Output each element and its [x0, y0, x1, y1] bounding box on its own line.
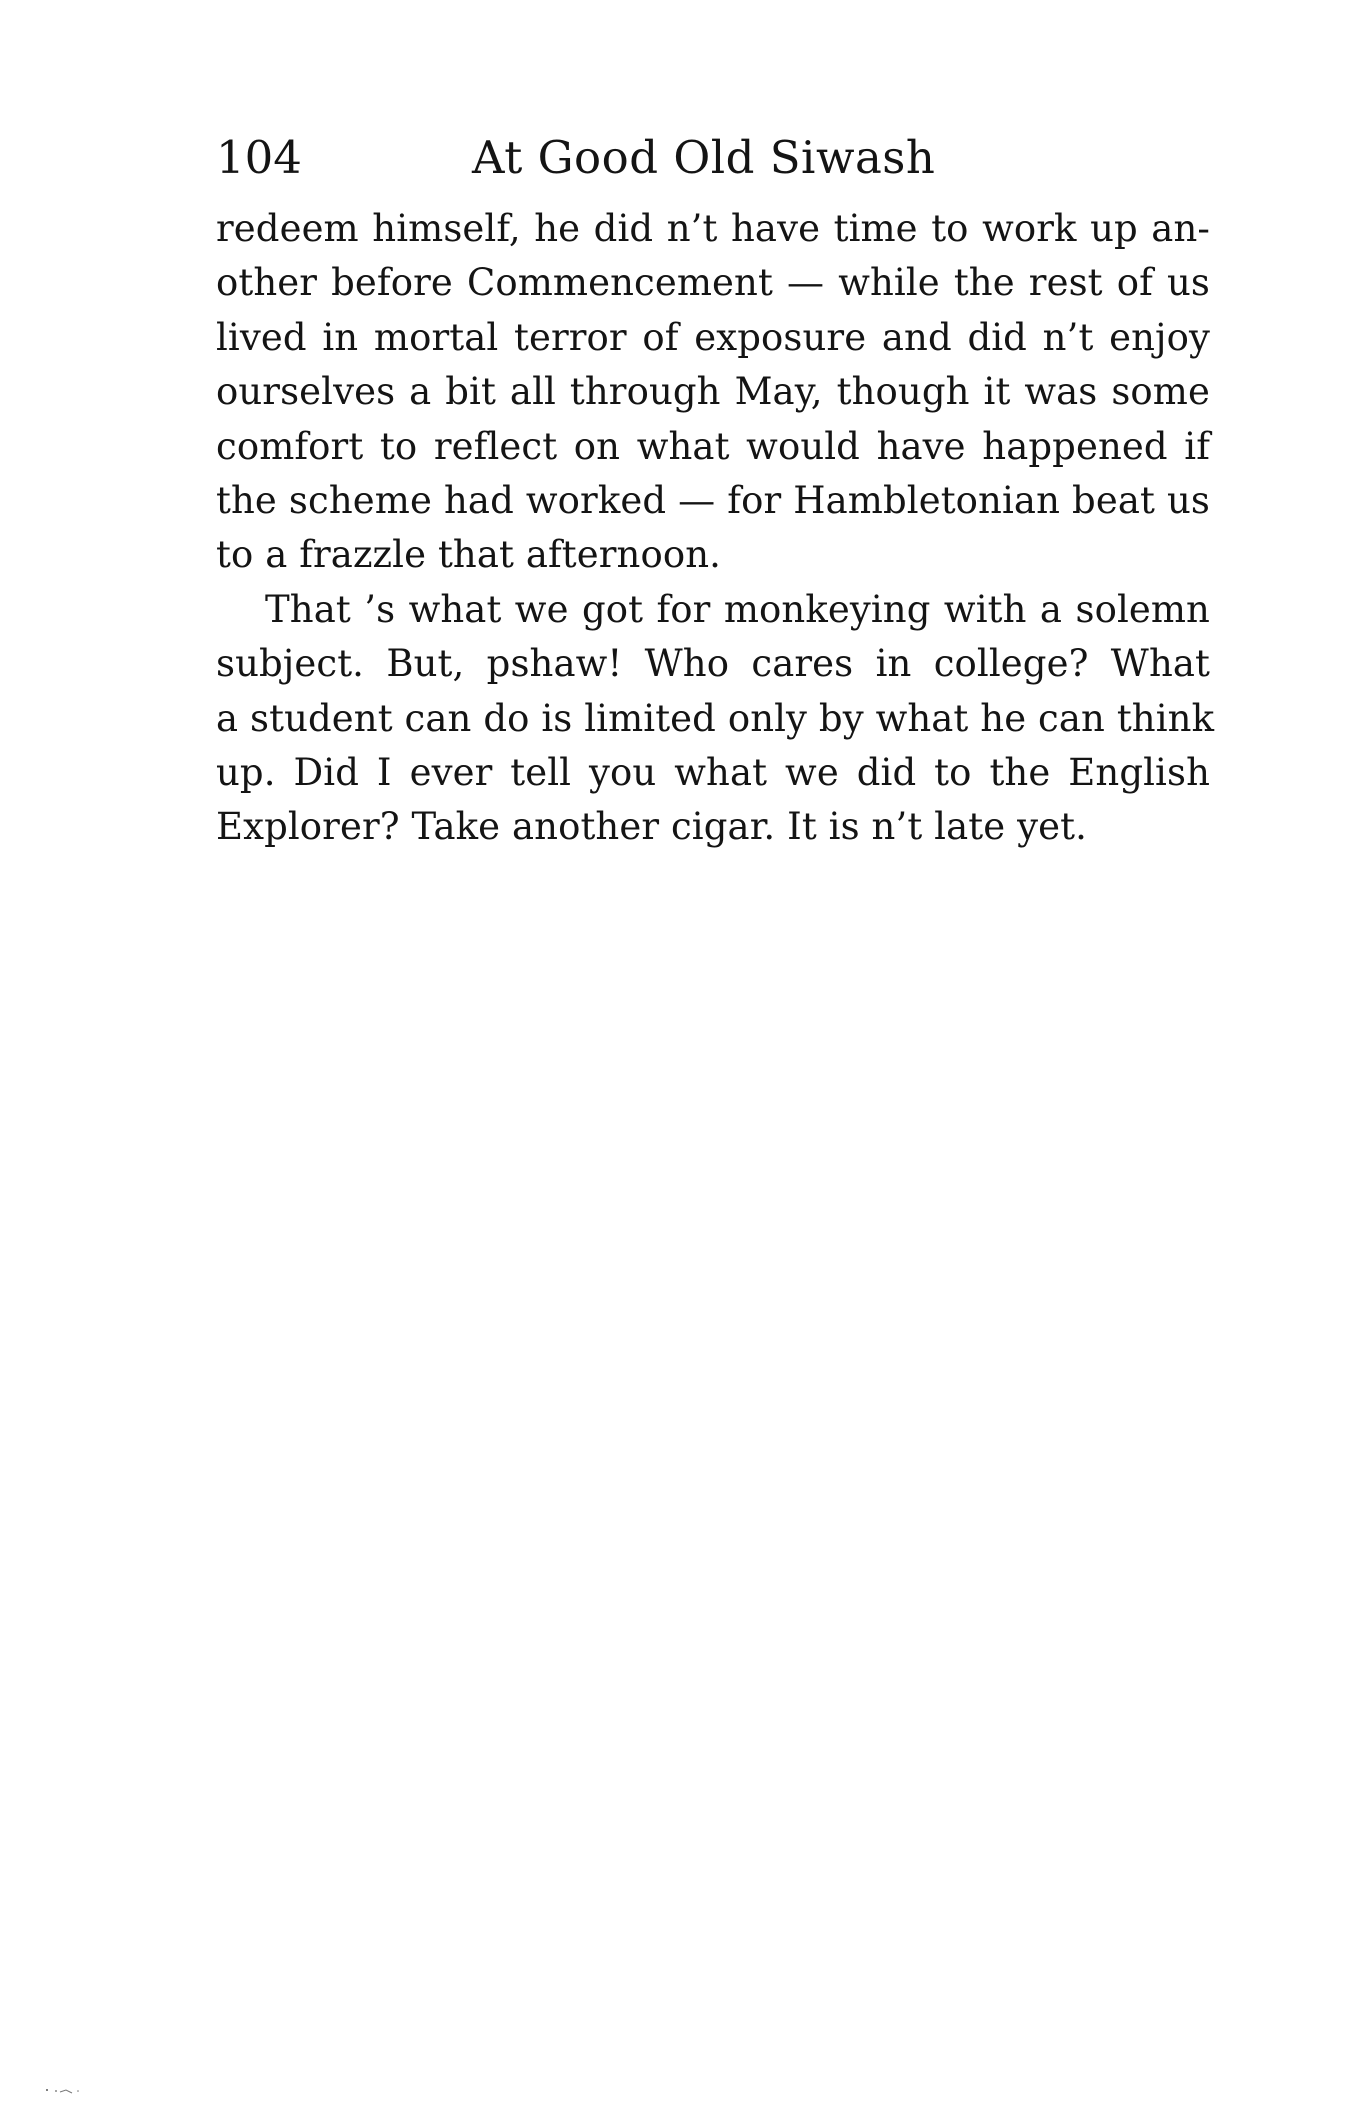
page-number: 104: [216, 131, 302, 184]
body-text: [216, 202, 1215, 855]
paragraph-2: [216, 583, 1215, 855]
text-line: subject. But, pshaw! Who cares in college? What: [216, 642, 1210, 686]
text-line: a student can do is limited only by what he can think: [216, 696, 1215, 740]
text-line: the scheme had worked — for Hambletonian beat us: [216, 478, 1210, 522]
text-line: Explorer? Take another cigar. It is n’t late yet.: [216, 805, 1087, 849]
paragraph-1: [216, 202, 1210, 583]
text-line: redeem himself, he did n’t have time to work up an-: [216, 207, 1210, 250]
book-page: [216, 128, 1215, 855]
text-line: That ’s what we got for monkeying with a solemn: [265, 587, 1210, 631]
text-line: lived in mortal terror of exposure and did n’t enjoy: [216, 315, 1210, 359]
text-line: comfort to reflect on what would have happened if: [216, 424, 1210, 468]
running-head: [216, 128, 1210, 188]
text-line: up. Did I ever tell you what we did to the English: [216, 750, 1210, 794]
scan-specks-decoration: [44, 2086, 104, 2096]
text-line: to a frazzle that afternoon.: [216, 533, 722, 577]
running-title: At Good Old Siwash: [472, 131, 936, 184]
text-line: ourselves a bit all through May, though it was some: [216, 370, 1210, 414]
text-line: other before Commencement — while the rest of us: [216, 261, 1210, 305]
